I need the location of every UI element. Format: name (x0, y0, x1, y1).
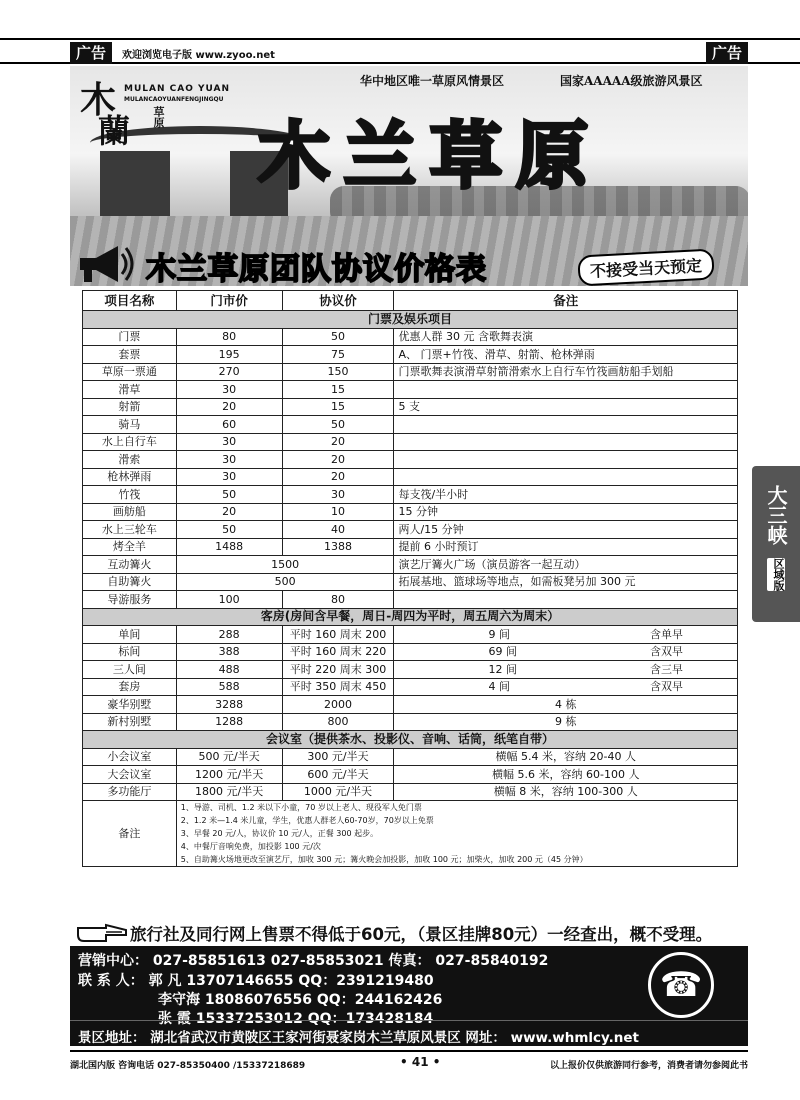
side-tab-title: 大三峡 (764, 485, 788, 545)
page-header (0, 38, 800, 64)
item-name: 竹筏 (83, 486, 177, 504)
retail-price: 50 (176, 521, 282, 539)
table-row (83, 538, 738, 556)
ad-tag-right: 广告 (706, 42, 748, 64)
room-count: 9 间 (488, 627, 510, 641)
item-note (394, 381, 738, 399)
page-footer (70, 1050, 748, 1074)
item-name: 烤全羊 (83, 538, 177, 556)
room-name: 三人间 (83, 661, 177, 679)
table-row (83, 503, 738, 521)
retail-price: 1200 元/半天 (176, 766, 282, 784)
table-row (83, 783, 738, 801)
welcome-text: 欢迎浏览电子版 www.zyoo.net (122, 50, 275, 61)
col-header-agreed: 协议价 (282, 291, 394, 311)
table-row (83, 486, 738, 504)
item-note: 15 分钟 (394, 503, 738, 521)
megaphone-icon (74, 242, 136, 286)
warning-line (76, 918, 748, 946)
room-note (394, 626, 738, 644)
item-note: 优惠人群 30 元 含歌舞表演 (394, 328, 738, 346)
agreed-price: 75 (282, 346, 394, 364)
notes-row (83, 801, 738, 867)
table-row (83, 748, 738, 766)
item-name: 水上三轮车 (83, 521, 177, 539)
note-line: 1、导游、司机、1.2 米以下小童，70 岁以上老人、现役军人免门票 (180, 803, 422, 812)
meetings-body (83, 748, 738, 801)
slogan-left: 华中地区唯一草原风情景区 (360, 74, 505, 88)
item-note (394, 468, 738, 486)
room-name: 套房 (83, 678, 177, 696)
retail-price: 30 (176, 433, 282, 451)
note-line: 3、早餐 20 元/人，协议价 10 元/人，正餐 300 起步。 (180, 829, 379, 838)
table-row (83, 661, 738, 679)
table-row (83, 468, 738, 486)
item-note: 提前 6 小时预订 (394, 538, 738, 556)
retail-price: 488 (176, 661, 282, 679)
retail-price: 500 元/半天 (176, 748, 282, 766)
agreed-price: 20 (282, 468, 394, 486)
retail-price: 60 (176, 416, 282, 434)
retail-price: 1800 元/半天 (176, 783, 282, 801)
agreed-price: 平时 350 周末 450 (282, 678, 394, 696)
table-row (83, 363, 738, 381)
agreed-price: 平时 160 周末 220 (282, 643, 394, 661)
retail-price: 20 (176, 398, 282, 416)
table-row (83, 398, 738, 416)
table-row (83, 766, 738, 784)
retail-price: 20 (176, 503, 282, 521)
agreed-price: 平时 220 周末 300 (282, 661, 394, 679)
meeting-room-name: 多功能厅 (83, 783, 177, 801)
villa-name: 豪华别墅 (83, 696, 177, 714)
room-breakfast: 含单早 (650, 627, 683, 641)
item-name: 滑索 (83, 451, 177, 469)
item-name: 草原一票通 (83, 363, 177, 381)
banner-title: 木兰草原团队协议价格表 (146, 252, 487, 287)
villa-name: 新村别墅 (83, 713, 177, 731)
logo-pinyin: MULAN CAO YUAN (124, 84, 231, 94)
page-number: • 41 • (400, 1055, 441, 1069)
address-text: 景区地址： 湖北省武汉市黄陂区王家河街聂家岗木兰草原风景区 网址： www.whmlcy.net (78, 1030, 639, 1046)
retail-price: 80 (176, 328, 282, 346)
agreed-price: 2000 (282, 696, 394, 714)
warning-text: 旅行社及同行网上售票不得低于60元，（景区挂牌80元）一经查出，概不受理。 (130, 925, 713, 944)
item-name: 射箭 (83, 398, 177, 416)
agreed-price: 30 (282, 486, 394, 504)
notes-cell (176, 801, 737, 867)
item-note: 两人/15 分钟 (394, 521, 738, 539)
room-name: 标间 (83, 643, 177, 661)
mulan-logo (80, 72, 240, 152)
price-table (82, 290, 738, 867)
region-side-tab (752, 466, 800, 622)
item-note (394, 433, 738, 451)
rooms-body (83, 626, 738, 696)
agreed-price: 15 (282, 381, 394, 399)
table-row (83, 678, 738, 696)
agreed-price: 600 元/半天 (282, 766, 394, 784)
footer-left: 湖北国内版 咨询电话 027-85350400 /15337218689 (70, 1061, 306, 1071)
villa-note: 9 栋 (394, 713, 738, 731)
agreed-price: 300 元/半天 (282, 748, 394, 766)
retail-price: 1288 (176, 713, 282, 731)
item-note: A、 门票+竹筏、滑草、射箭、枪林弹雨 (394, 346, 738, 364)
villa-note: 4 栋 (394, 696, 738, 714)
agreed-price: 1388 (282, 538, 394, 556)
room-note (394, 678, 738, 696)
agreed-price: 平时 160 周末 200 (282, 626, 394, 644)
item-note: 门票歌舞表演滑草射箭滑索水上自行车竹筏画舫船手划船 (394, 363, 738, 381)
agreed-price: 1000 元/半天 (282, 783, 394, 801)
notes-list (181, 801, 733, 866)
item-name: 滑草 (83, 381, 177, 399)
table-row (83, 643, 738, 661)
item-name: 骑马 (83, 416, 177, 434)
telephone-icon: ☎ (648, 952, 714, 1018)
room-count: 4 间 (488, 680, 510, 694)
col-header-item: 项目名称 (83, 291, 177, 311)
note-line: 5、自助篝火场地更改至演艺厅，加收 300 元；篝火晚会加投影，加收 100 元；加柴火，加收 200 元（45 分钟） (180, 855, 588, 864)
agreed-price: 15 (282, 398, 394, 416)
room-name: 单间 (83, 626, 177, 644)
table-row (83, 696, 738, 714)
item-note: 5 支 (394, 398, 738, 416)
agreed-price: 150 (282, 363, 394, 381)
agreed-price: 50 (282, 416, 394, 434)
slogan-right: 国家AAAAA级旅游风景区 (560, 74, 703, 88)
table-row: 互动篝火 1500 演艺厅篝火广场（演员游客一起互动） (83, 556, 738, 574)
notes-label: 备注 (83, 801, 177, 867)
section-meeting: 会议室（提供茶水、投影仪、音响、话筒，纸笔自带） (83, 731, 738, 749)
note-line: 4、中餐厅音响免费，加投影 100 元/次 (180, 842, 321, 851)
contact-person-2: 李守海 18086076556 QQ：244162426 (158, 992, 443, 1008)
room-count: 12 间 (488, 662, 517, 676)
table-row (83, 381, 738, 399)
item-name: 画舫船 (83, 503, 177, 521)
table-row (83, 713, 738, 731)
agreed-price: 50 (282, 328, 394, 346)
item-note: 每支筏/半小时 (394, 486, 738, 504)
villas-body (83, 696, 738, 731)
col-header-note: 备注 (394, 291, 738, 311)
contact-person-3: 张 霞 15337253012 QQ：173428184 (158, 1011, 434, 1027)
agreed-price: 20 (282, 451, 394, 469)
room-note (394, 661, 738, 679)
pointing-hand-icon (76, 922, 128, 944)
meeting-note: 横幅 5.6 米，容纳 60-100 人 (394, 766, 738, 784)
retail-price: 288 (176, 626, 282, 644)
retail-price: 1488 (176, 538, 282, 556)
table-row (83, 433, 738, 451)
ad-tag-left: 广告 (70, 42, 112, 64)
logo-side-text: 草原 (152, 106, 165, 128)
retail-price: 30 (176, 381, 282, 399)
room-breakfast: 含双早 (650, 680, 683, 694)
meeting-note: 横幅 8 米，容纳 100-300 人 (394, 783, 738, 801)
item-name: 枪林弹雨 (83, 468, 177, 486)
agreed-price: 40 (282, 521, 394, 539)
hero-title: 木兰草原 (258, 114, 603, 198)
item-note (394, 416, 738, 434)
room-breakfast: 含三早 (650, 662, 683, 676)
table-row: 导游服务 100 80 (83, 591, 738, 609)
meeting-note: 横幅 5.4 米，容纳 20-40 人 (394, 748, 738, 766)
logo-char-mu: 木 (80, 79, 117, 121)
table-header-row (83, 291, 738, 311)
item-name: 门票 (83, 328, 177, 346)
logo-subtitle: MULANCAOYUANFENGJINGQU (124, 96, 224, 103)
price-banner (70, 240, 748, 288)
contact-person-1: 联 系 人： 郭 凡 13707146655 QQ：2391219480 (78, 973, 434, 989)
note-line: 2、1.2 米—1.4 米儿童，学生，优惠人群老人60-70岁，70岁以上免票 (180, 816, 434, 825)
meeting-room-name: 大会议室 (83, 766, 177, 784)
table-row (83, 626, 738, 644)
logo-char-lan: 蘭 (98, 112, 131, 150)
retail-price: 30 (176, 451, 282, 469)
table-row (83, 451, 738, 469)
retail-price: 270 (176, 363, 282, 381)
retail-price: 388 (176, 643, 282, 661)
retail-price: 30 (176, 468, 282, 486)
item-note (394, 451, 738, 469)
item-name: 水上自行车 (83, 433, 177, 451)
table-row (83, 416, 738, 434)
side-tab-subtitle: 区域版 (767, 558, 785, 591)
meeting-room-name: 小会议室 (83, 748, 177, 766)
tickets-body (83, 328, 738, 556)
agreed-price: 20 (282, 433, 394, 451)
room-breakfast: 含双早 (650, 645, 683, 659)
retail-price: 195 (176, 346, 282, 364)
table-row (83, 346, 738, 364)
table-row (83, 328, 738, 346)
address-bar (70, 1020, 748, 1046)
section-tickets: 门票及娱乐项目 (83, 311, 738, 329)
room-count: 69 间 (488, 645, 517, 659)
no-same-day-badge: 不接受当天预定 (577, 248, 714, 286)
agreed-price: 800 (282, 713, 394, 731)
room-note (394, 643, 738, 661)
section-rooms: 客房(房间含早餐，周日-周四为平时，周五周六为周末） (83, 608, 738, 626)
sales-line: 营销中心： 027-85851613 027-85853021 传真： 027-85840192 (78, 953, 549, 969)
col-header-retail: 门市价 (176, 291, 282, 311)
agreed-price: 10 (282, 503, 394, 521)
table-row: 自助篝火 500 拓展基地、篮球场等地点，如需板凳另加 300 元 (83, 573, 738, 591)
retail-price: 588 (176, 678, 282, 696)
footer-right: 以上报价仅供旅游同行参考，消费者请勿参阅此书 (549, 1061, 748, 1071)
retail-price: 3288 (176, 696, 282, 714)
item-name: 套票 (83, 346, 177, 364)
table-row (83, 521, 738, 539)
retail-price: 50 (176, 486, 282, 504)
